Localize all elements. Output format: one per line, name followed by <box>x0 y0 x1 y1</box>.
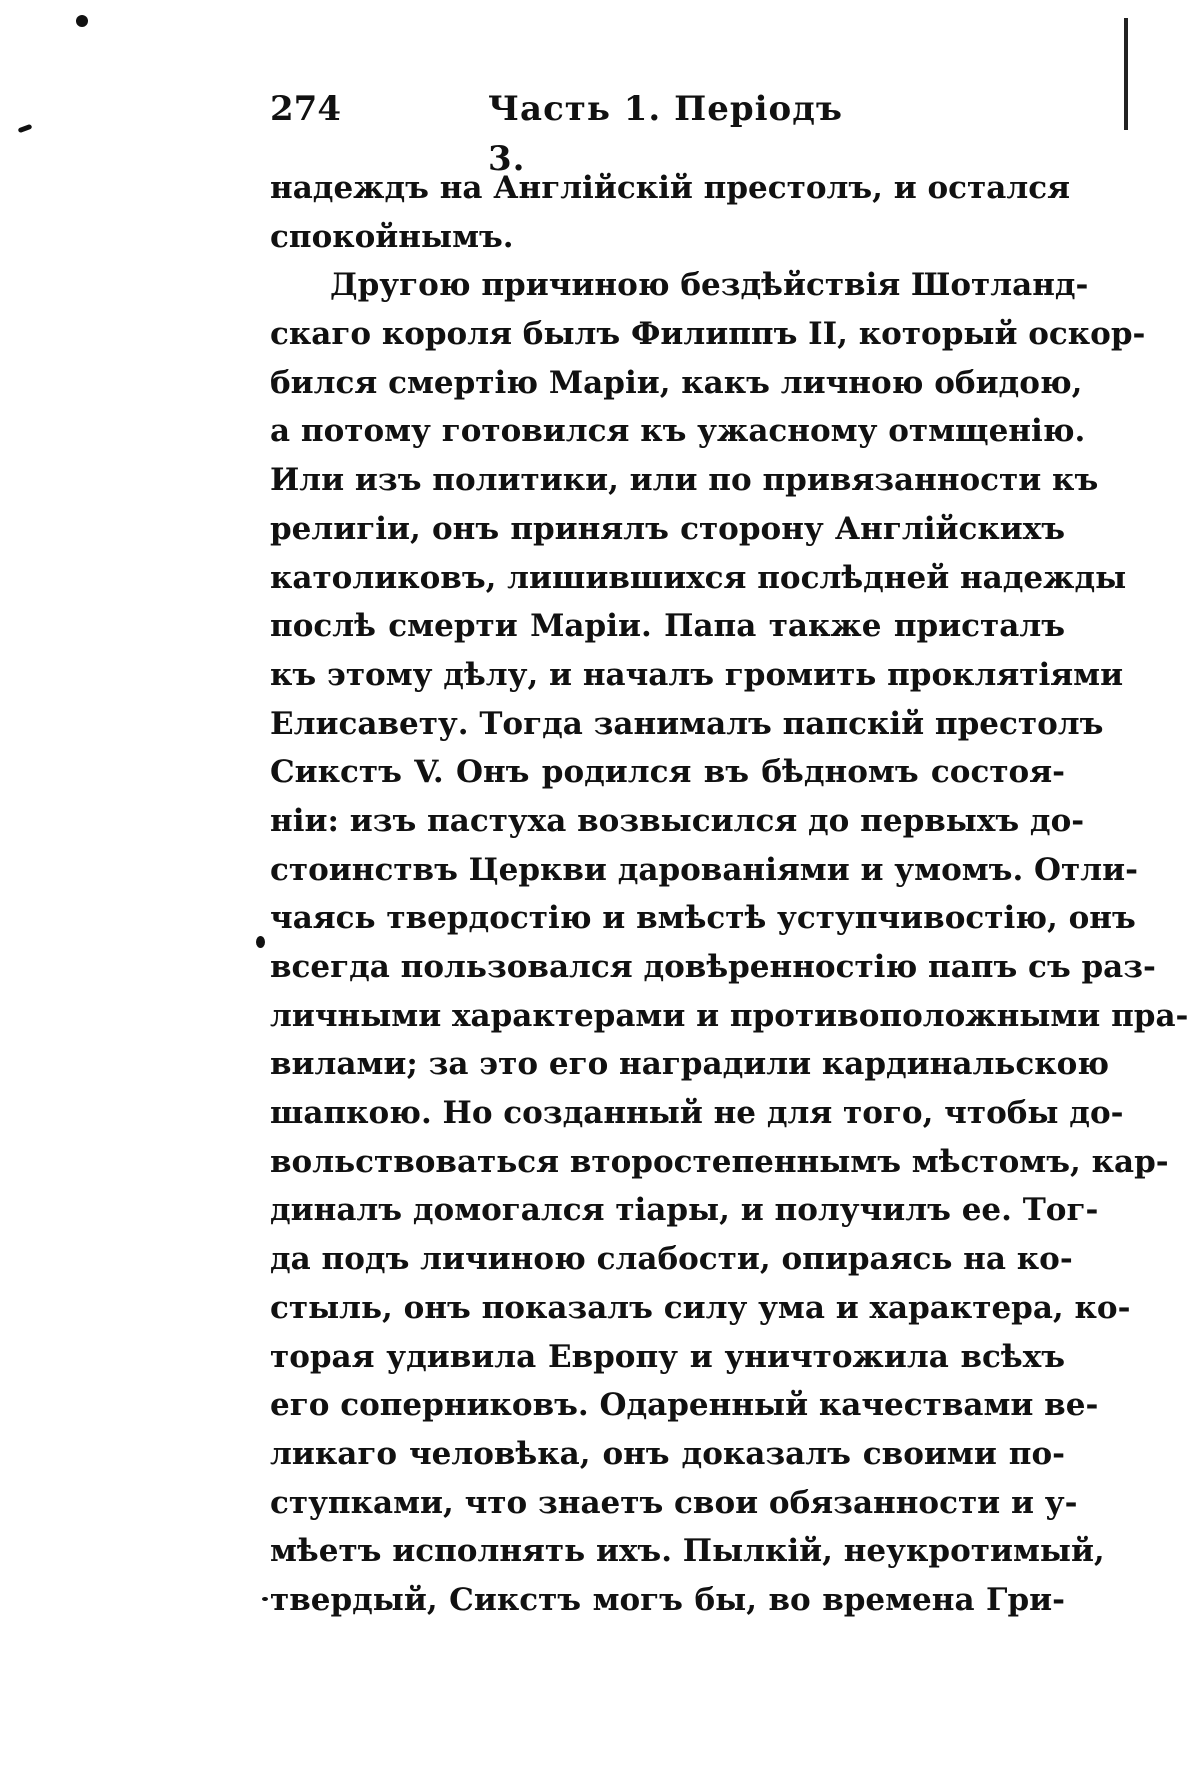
text-line: скаго короля былъ Филиппъ II, который оскор- <box>270 316 1146 353</box>
ink-speck <box>256 936 265 948</box>
body-text <box>270 164 1188 1625</box>
running-title: Часть 1. Періодъ 3. <box>488 89 843 179</box>
ink-speck <box>76 15 88 27</box>
text-line: личными характерами и противоположными пра- <box>270 997 1188 1034</box>
text-line: ніи: изъ пастуха возвысился до первыхъ до- <box>270 802 1085 839</box>
page-header <box>270 84 850 179</box>
text-line: а потому готовился къ ужасному отмщенію. <box>270 413 1086 450</box>
text-line: стоинствъ Церкви дарованіями и умомъ. Отли- <box>270 851 1138 888</box>
text-line: твердый, Сикстъ могъ бы, во времена Гри- <box>270 1581 1065 1618</box>
page-number: 274 <box>270 89 341 129</box>
text-line: да подъ личиною слабости, опираясь на ко- <box>270 1241 1073 1278</box>
text-line: вольствоваться второстепеннымъ мѣстомъ, кар- <box>270 1143 1169 1180</box>
text-line: мѣетъ исполнять ихъ. Пылкій, неукротимый, <box>270 1533 1105 1570</box>
text-line: спокойнымъ. <box>270 218 514 255</box>
text-line: вилами; за это его наградили кардинальскою <box>270 1046 1110 1083</box>
text-line: чаясь твердостію и вмѣстѣ уступчивостію, онъ <box>270 900 1136 937</box>
text-line: Елисавету. Тогда занималъ папскій престолъ <box>270 705 1104 742</box>
text-line: всегда пользовался довѣренностію папъ съ раз- <box>270 949 1156 985</box>
page-edge-line <box>1124 18 1128 130</box>
text-line: бился смертію Маріи, какъ личною обидою, <box>270 364 1083 401</box>
text-line: надеждъ на Англійскій престолъ, и остался <box>270 170 1070 206</box>
ink-speck <box>18 124 33 133</box>
ink-speck <box>262 1597 268 1601</box>
text-line: къ этому дѣлу, и началъ громить проклятіями <box>270 656 1124 693</box>
text-line: ступками, что знаетъ свои обязанности и у- <box>270 1484 1078 1521</box>
text-line: диналъ домогался тіары, и получилъ ее. Тог- <box>270 1192 1099 1229</box>
text-line: торая удивила Европу и уничтожила всѣхъ <box>270 1338 1065 1375</box>
text-line: послѣ смерти Маріи. Папа также присталъ <box>270 608 1065 645</box>
text-line: религіи, онъ принялъ сторону Англійскихъ <box>270 510 1065 547</box>
text-line: ликаго человѣка, онъ доказалъ своими по- <box>270 1435 1065 1472</box>
text-line: шапкою. Но созданный не для того, чтобы до- <box>270 1095 1124 1132</box>
text-line: его соперниковъ. Одаренный качествами ве- <box>270 1387 1099 1424</box>
text-line: Сикстъ V. Онъ родился въ бѣдномъ состоя- <box>270 754 1065 791</box>
text-line: Или изъ политики, или по привязанности къ <box>270 462 1099 499</box>
text-line: католиковъ, лишившихся послѣдней надежды <box>270 559 1127 596</box>
text-line: Другою причиною бездѣйствія Шотланд- <box>330 267 1089 304</box>
text-line: стыль, онъ показалъ силу ума и характера, ко- <box>270 1289 1131 1326</box>
